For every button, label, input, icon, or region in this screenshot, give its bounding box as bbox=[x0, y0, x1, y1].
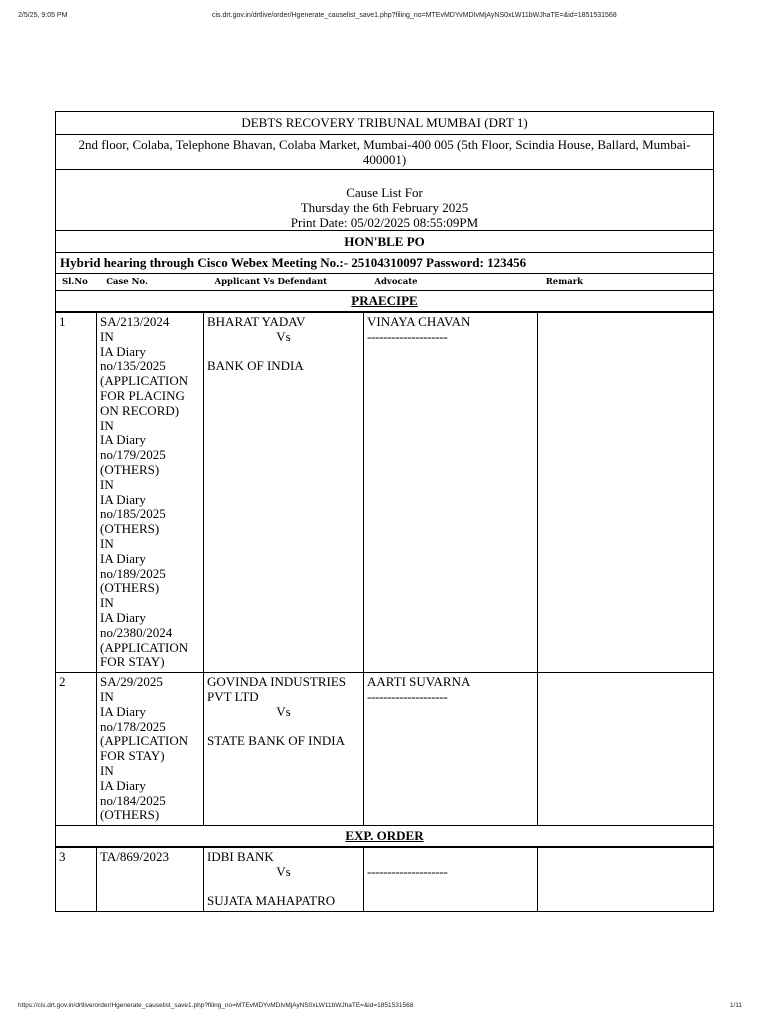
advocate-separator: -------------------- bbox=[367, 688, 448, 704]
cause-list-document bbox=[55, 111, 714, 912]
case-line: IA Diary bbox=[100, 609, 146, 625]
column-header-row bbox=[55, 273, 714, 291]
section-title: EXP. ORDER bbox=[345, 828, 424, 844]
spacer bbox=[207, 720, 360, 735]
advocate-cell bbox=[364, 673, 538, 826]
bench-name: HON'BLE PO bbox=[55, 230, 714, 252]
remark-cell bbox=[538, 313, 714, 673]
hearing-date: Thursday the 6th February 2025 bbox=[300, 200, 469, 215]
advocate-cell bbox=[364, 313, 538, 673]
case-line: IA Diary bbox=[100, 491, 146, 507]
case-line: SA/213/2024 bbox=[100, 314, 170, 329]
case-table bbox=[55, 312, 714, 826]
applicant-name: IDBI BANK bbox=[207, 849, 274, 865]
case-line: SA/29/2025 bbox=[100, 674, 163, 690]
page-number: 1/11 bbox=[729, 1002, 742, 1009]
case-line: (OTHERS) bbox=[100, 580, 160, 596]
case-line: no/185/2025 bbox=[100, 506, 166, 522]
cause-list-heading bbox=[55, 169, 714, 230]
advocate-separator: -------------------- bbox=[367, 328, 448, 344]
applicant-name: BHARAT YADAV bbox=[207, 314, 306, 329]
case-line: no/178/2025 bbox=[100, 718, 166, 734]
defendant-name: BANK OF INDIA bbox=[207, 358, 304, 374]
spacer bbox=[367, 850, 534, 865]
remark-cell bbox=[538, 848, 714, 912]
spacer bbox=[207, 345, 360, 360]
serial-number: 1 bbox=[56, 313, 97, 673]
col-remark: Remark bbox=[545, 277, 584, 287]
case-line: IN bbox=[100, 328, 114, 344]
case-line: IA Diary bbox=[100, 777, 146, 793]
case-line: IN bbox=[100, 762, 114, 778]
case-line: IN bbox=[100, 688, 114, 704]
defendant-name: STATE BANK OF INDIA bbox=[207, 733, 345, 749]
advocate-name: AARTI SUVARNA bbox=[367, 674, 471, 690]
remark-cell bbox=[538, 673, 714, 826]
section-header bbox=[55, 826, 714, 847]
tribunal-title: DEBTS RECOVERY TRIBUNAL MUMBAI (DRT 1) bbox=[55, 111, 714, 134]
serial-number: 3 bbox=[56, 848, 97, 912]
case-line: (OTHERS) bbox=[100, 461, 160, 477]
cause-list-label: Cause List For bbox=[346, 185, 423, 200]
versus-label: Vs bbox=[276, 863, 291, 879]
case-number-cell bbox=[97, 673, 204, 826]
table-row bbox=[56, 848, 714, 912]
col-advocate: Advocate bbox=[374, 277, 418, 287]
applicant-name: PVT LTD bbox=[207, 688, 259, 704]
case-line: IN bbox=[100, 476, 114, 492]
col-slno: Sl.No bbox=[62, 277, 88, 287]
case-number-cell bbox=[97, 313, 204, 673]
case-line: (OTHERS) bbox=[100, 521, 160, 537]
case-line: (APPLICATION bbox=[100, 373, 189, 389]
case-line: IA Diary bbox=[100, 550, 146, 566]
print-url: cis.drt.gov.in/drtlive/order/Hgenerate_causelist_save1.php?filing_no=MTEvMDYvMDIvMjAyNS0xLW11bWJhaTE=&id=1851531568 bbox=[212, 12, 617, 19]
case-line: IA Diary bbox=[100, 343, 146, 359]
tribunal-address bbox=[55, 134, 714, 169]
versus-label: Vs bbox=[276, 328, 291, 344]
parties-cell bbox=[204, 848, 364, 912]
col-parties: Applicant Vs Defendant bbox=[214, 277, 328, 287]
table-row bbox=[56, 313, 714, 673]
address-line-1: 2nd floor, Colaba, Telephone Bhavan, Colaba Market, Mumbai-400 005 (5th Floor, Scindia House, Ballard, Mumbai- bbox=[78, 137, 691, 152]
case-line: no/184/2025 bbox=[100, 792, 166, 808]
section-title: PRAECIPE bbox=[351, 293, 418, 308]
case-line: IN bbox=[100, 417, 114, 433]
case-line: IA Diary bbox=[100, 432, 146, 448]
case-table bbox=[55, 847, 714, 912]
case-line: TA/869/2023 bbox=[100, 849, 170, 865]
defendant-name: SUJATA MAHAPATRO bbox=[207, 893, 336, 909]
versus-label: Vs bbox=[276, 703, 291, 719]
case-line: FOR STAY) bbox=[100, 654, 165, 670]
table-row bbox=[56, 673, 714, 826]
case-line: IA Diary bbox=[100, 703, 146, 719]
col-case-no: Case No. bbox=[106, 277, 148, 287]
serial-number: 2 bbox=[56, 673, 97, 826]
address-line-2: 400001) bbox=[362, 152, 407, 167]
case-line: FOR PLACING bbox=[100, 387, 185, 403]
advocate-cell bbox=[364, 848, 538, 912]
applicant-name: GOVINDA INDUSTRIES bbox=[207, 674, 347, 690]
case-line: no/189/2025 bbox=[100, 565, 166, 581]
case-line: FOR STAY) bbox=[100, 748, 165, 764]
case-line: no/2380/2024 bbox=[100, 624, 173, 640]
parties-cell bbox=[204, 313, 364, 673]
case-line: IN bbox=[100, 595, 114, 611]
footer-url: https://cis.drt.gov.in/drtlive/order/Hgenerate_causelist_save1.php?filing_no=MTEvMDYvMDIvMjAyNS0xLW11bWJhaTE=&id=1851531568 bbox=[18, 1002, 414, 1009]
advocate-separator: -------------------- bbox=[367, 863, 448, 879]
case-line: ON RECORD) bbox=[100, 402, 180, 418]
parties-cell bbox=[204, 673, 364, 826]
hybrid-hearing-info: Hybrid hearing through Cisco Webex Meeting No.:- 25104310097 Password: 123456 bbox=[55, 252, 714, 273]
case-line: no/179/2025 bbox=[100, 447, 166, 463]
case-line: (APPLICATION bbox=[100, 733, 189, 749]
section-header bbox=[55, 291, 714, 312]
case-line: (APPLICATION bbox=[100, 639, 189, 655]
cause-list-sections bbox=[55, 291, 714, 912]
case-line: no/135/2025 bbox=[100, 358, 166, 374]
case-line: IN bbox=[100, 535, 114, 551]
print-date: Print Date: 05/02/2025 08:55:09PM bbox=[290, 215, 479, 230]
advocate-name: VINAYA CHAVAN bbox=[367, 314, 471, 329]
spacer bbox=[207, 880, 360, 895]
print-datetime: 2/5/25, 9:05 PM bbox=[18, 12, 68, 19]
case-line: (OTHERS) bbox=[100, 807, 160, 823]
case-number-cell bbox=[97, 848, 204, 912]
